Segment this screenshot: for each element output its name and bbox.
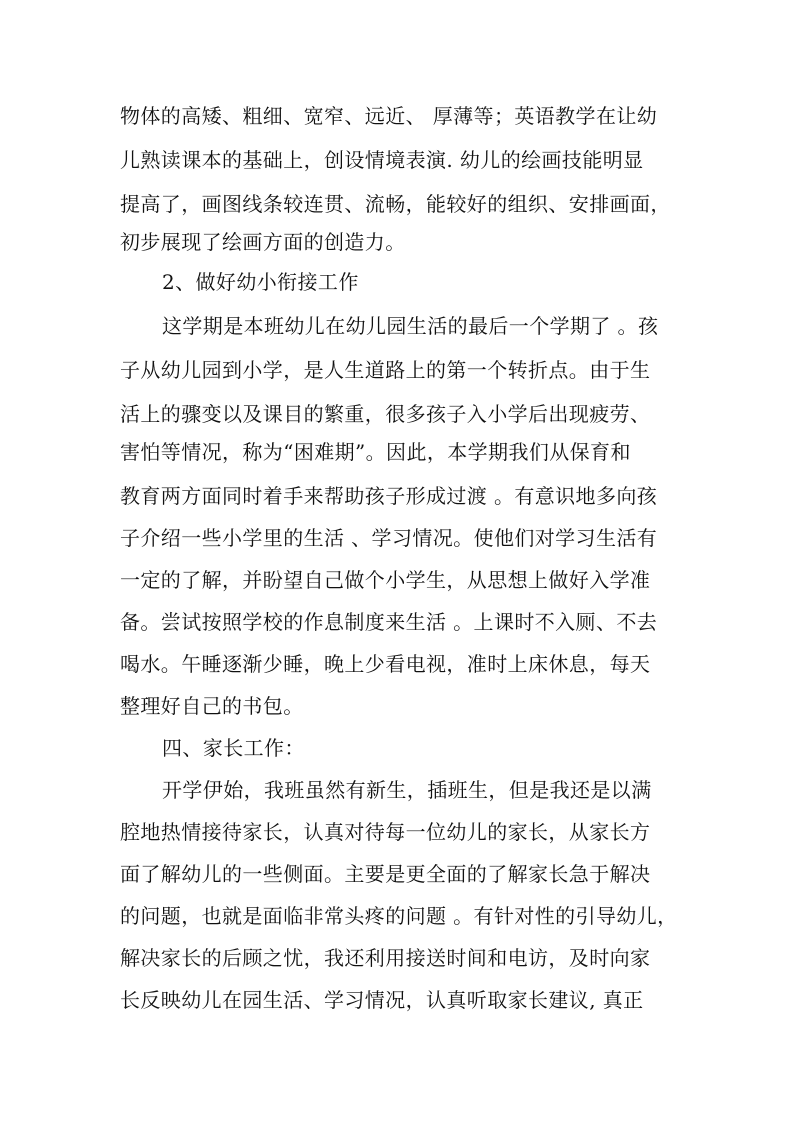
text-line: 开学伊始，我班虽然有新生，插班生，但是我还是以满	[162, 778, 652, 802]
text-line: 儿熟读课本的基础上，创设情境表演. 幼儿的绘画技能明显	[120, 148, 644, 172]
text-line: 这学期是本班幼儿在幼儿园生活的最后一个学期了 。孩	[162, 314, 659, 338]
text-line: 物体的高矮、粗细、宽窄、远近、 厚薄等；英语教学在让幼	[120, 104, 658, 128]
text-line: 活上的骤变以及课目的繁重，很多孩子入小学后出现疲劳、	[120, 402, 651, 426]
text-line: 长反映幼儿在园生活、学习情况，认真听取家长建议, 真正	[120, 988, 644, 1012]
text-line: 喝水。午睡逐渐少睡，晚上少看电视，准时上床休息，每天	[120, 652, 651, 676]
text-line: 初步展现了绘画方面的创造力。	[120, 230, 406, 254]
text-line: 解决家长的后顾之忧，我还利用接送时间和电访，及时向家	[120, 946, 651, 970]
text-line: 提高了，画图线条较连贯、流畅，能较好的组织、安排画面，	[120, 192, 671, 216]
text-line: 子从幼儿园到小学，是人生道路上的第一个转折点。由于生	[120, 358, 651, 382]
text-line: 面了解幼儿的一些侧面。主要是更全面的了解家长急于解决	[120, 862, 651, 886]
text-line: 子介绍一些小学里的生活 、学习情况。使他们对学习生活有	[120, 526, 658, 550]
text-line: 的问题，也就是面临非常头疼的问题 。有针对性的引导幼儿，	[120, 904, 678, 928]
text-line: 教育两方面同时着手来帮助孩子形成过渡 。有意识地多向孩	[120, 484, 658, 508]
section-heading: 2、做好幼小衔接工作	[162, 270, 359, 294]
text-line: 备。尝试按照学校的作息制度来生活 。上课时不入厕、不去	[120, 610, 658, 634]
section-heading: 四、家长工作：	[162, 736, 305, 760]
text-line: 害怕等情况，称为“困难期”。因此，本学期我们从保育和	[120, 440, 631, 464]
text-line: 腔地热情接待家长，认真对待每一位幼儿的家长，从家长方	[120, 820, 651, 844]
text-line: 一定的了解，并盼望自己做个小学生，从思想上做好入学准	[120, 568, 651, 592]
text-line: 整理好自己的书包。	[120, 694, 304, 718]
